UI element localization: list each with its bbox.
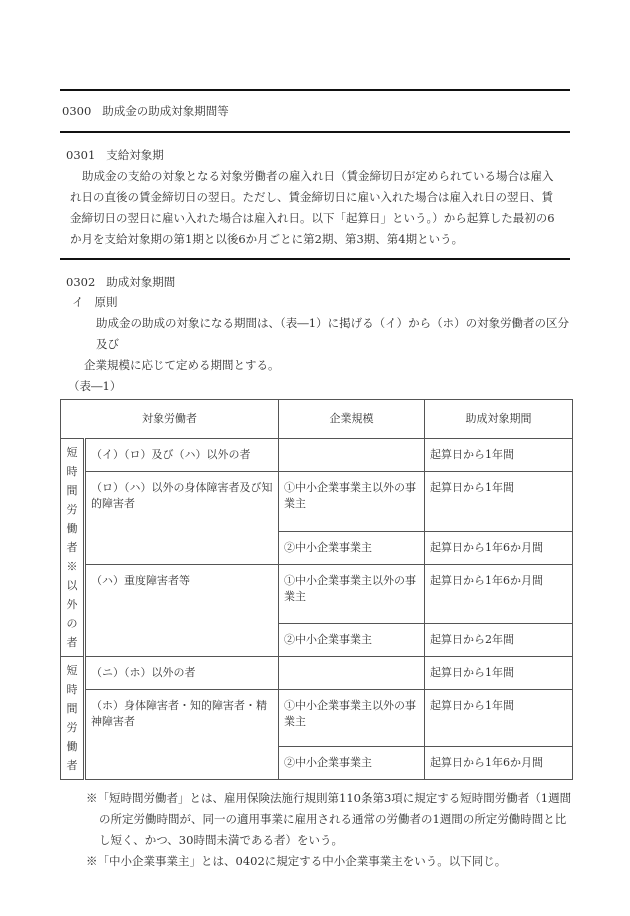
table-row (61, 472, 573, 532)
footnote-line: の所定労働時間が、同一の適用事業に雇用される通常の労働者の1週間の所定労働時間と比 (99, 812, 567, 826)
section-number: 0300 (62, 104, 92, 118)
period-cell: 起算日から1年6か月間 (425, 747, 573, 780)
worker-cell: （イ）（ロ）及び（ハ）以外の者 (85, 439, 279, 472)
header-size: 企業規模 (279, 400, 425, 439)
group-label-cell (61, 657, 85, 780)
period-cell: 起算日から1年間 (425, 690, 573, 747)
sub-item-mark: イ (72, 295, 84, 309)
period-cell: 起算日から1年間 (425, 439, 573, 472)
footnote-sme-employer (86, 851, 572, 872)
worker-cell: （ロ）（ハ）以外の身体障害者及び知的障害者 (85, 472, 279, 565)
size-cell: ②中小企業事業主 (279, 747, 425, 780)
top-rule (60, 89, 570, 91)
table-row (61, 564, 573, 624)
subsection-title: 助成対象期間 (106, 275, 176, 289)
size-cell: ①中小企業事業主以外の事業主 (279, 472, 425, 532)
subsection-0302-heading (66, 274, 572, 291)
size-cell: ②中小企業事業主 (279, 531, 425, 564)
body-line: か月を支給対象期の第1期と以後6か月ごとに第2期、第3期、第4期という。 (70, 232, 464, 246)
body-line: 企業規模に応じて定める期間とする。 (84, 358, 280, 372)
section-heading (62, 103, 572, 120)
subsection-0301-heading (66, 147, 572, 164)
body-line: れ日の直後の賃金締切日の翌日。ただし、賃金締切日に雇い入れた場合は雇入れ日の翌日、賃 (70, 190, 553, 204)
footnote-line: ※「短時間労働者」とは、雇用保険法施行規則第110条第3項に規定する短時間労働者（1週間 (86, 791, 572, 805)
group-label: 短時間労働者 (66, 664, 78, 772)
subsection-title: 支給対象期 (106, 148, 164, 162)
size-cell: ①中小企業事業主以外の事業主 (279, 564, 425, 624)
sub-item-heading (72, 294, 572, 311)
footnote-short-time-worker (86, 788, 572, 851)
table-row (61, 690, 573, 747)
subsection-number: 0301 (66, 148, 96, 162)
subsection-number: 0302 (66, 275, 96, 289)
body-line: 金締切日の翌日に雇い入れた場合は雇入れ日。以下「起算日」という。）から起算した最初の6 (70, 211, 555, 225)
subsection-rule (60, 258, 570, 260)
size-cell (279, 657, 425, 690)
table-caption: （表―1） (68, 379, 122, 393)
table-row (61, 657, 573, 690)
table-header-row (61, 400, 573, 439)
header-period: 助成対象期間 (425, 400, 573, 439)
group-label: 短時間労働者※以外の者 (66, 446, 78, 649)
section-title: 助成金の助成対象期間等 (102, 104, 229, 118)
footnote-line: し短く、かつ、30時間未満である者）をいう。 (99, 833, 343, 847)
period-cell: 起算日から1年間 (425, 472, 573, 532)
subsection-0302-body (84, 313, 572, 376)
table-row (61, 439, 573, 472)
size-cell: ①中小企業事業主以外の事業主 (279, 690, 425, 747)
period-cell: 起算日から1年間 (425, 657, 573, 690)
period-cell: 起算日から1年6か月間 (425, 531, 573, 564)
sub-item-title: 原則 (94, 295, 118, 309)
size-cell (279, 439, 425, 472)
section-rule (60, 131, 570, 133)
body-line: 助成金の助成の対象になる期間は、（表―1）に掲げる（イ）から（ホ）の対象労働者の区分及び (96, 316, 570, 351)
group-label-cell (61, 439, 85, 657)
period-cell: 起算日から1年6か月間 (425, 564, 573, 624)
worker-cell: （ホ）身体障害者・知的障害者・精神障害者 (85, 690, 279, 780)
subsidy-period-table (60, 399, 573, 780)
worker-cell: （ハ）重度障害者等 (85, 564, 279, 657)
header-worker: 対象労働者 (61, 400, 279, 439)
period-cell: 起算日から2年間 (425, 624, 573, 657)
size-cell: ②中小企業事業主 (279, 624, 425, 657)
subsection-0301-body (70, 166, 572, 250)
worker-cell: （ニ）（ホ）以外の者 (85, 657, 279, 690)
body-line: 助成金の支給の対象となる対象労働者の雇入れ日（賃金締切日が定められている場合は雇入 (82, 169, 554, 183)
footnote-line: ※「中小企業事業主」とは、0402に規定する中小企業事業主をいう。以下同じ。 (86, 854, 507, 868)
